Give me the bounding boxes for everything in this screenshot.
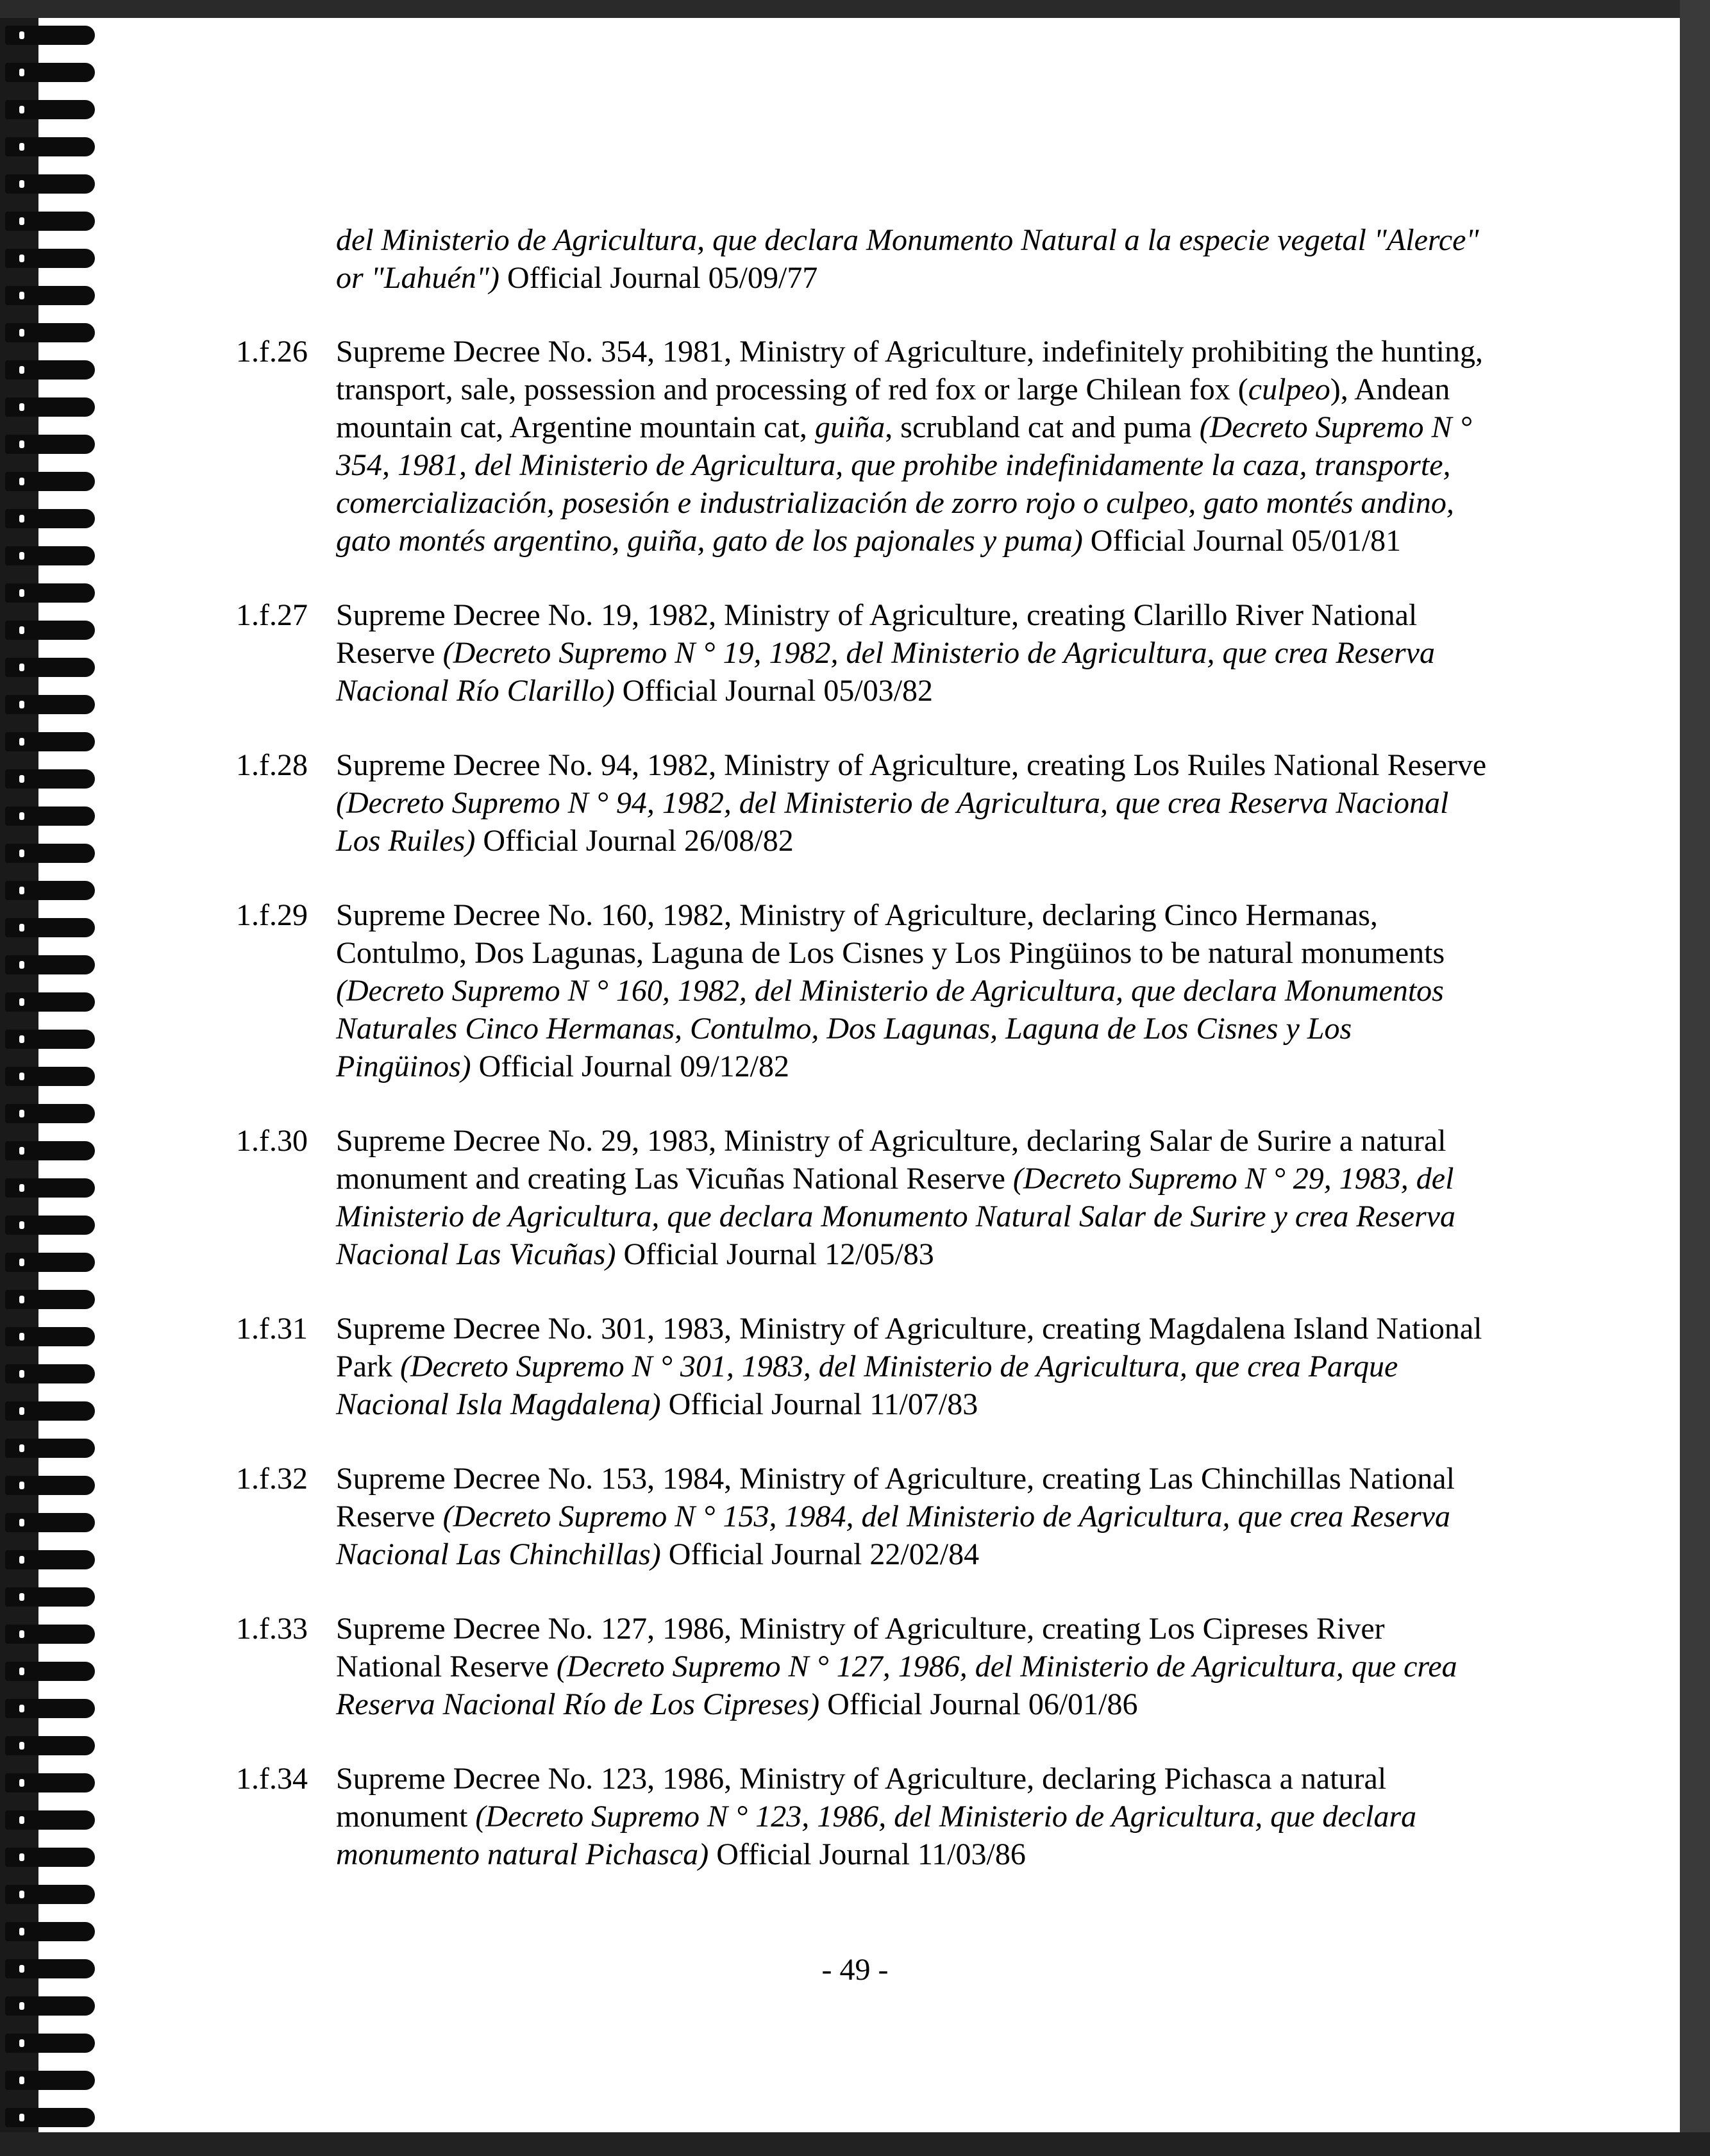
entry-number: 1.f.27: [236, 598, 308, 632]
binding-ring: [5, 1401, 95, 1421]
document-content: [236, 221, 1493, 1910]
entry-1f27: [236, 596, 1493, 710]
binding-ring: [5, 1996, 95, 2016]
entry-text: Supreme Decree No. 29, 1983, Ministry of Agriculture, declaring Salar de Surire a natural monument and creating Las Vicuñas National Reserve: [336, 1124, 1446, 1196]
entry-text-3: , scrubland cat and puma: [885, 410, 1200, 444]
binding-ring: [5, 1178, 95, 1198]
binding-ring: [5, 621, 95, 640]
entry-text: Supreme Decree No. 354, 1981, Ministry of Agriculture, indefinitely prohibiting the hunting, transport, sale, possession and processing of red fox or large Chilean fox (: [336, 335, 1484, 406]
entry-text: Supreme Decree No. 160, 1982, Ministry of Agriculture, declaring Cinco Hermanas, Contulmo, Dos Lagunas, Laguna de Los Cisnes y Los Pingüinos to be natural monuments: [336, 898, 1445, 970]
entry-spanish-title: (Decreto Supremo N ° 123, 1986, del Ministerio de Agricultura, que declara monumento natural Pichasca): [336, 1800, 1417, 1871]
binding-ring: [5, 1364, 95, 1383]
entry-journal: Official Journal 09/12/82: [471, 1049, 790, 1083]
binding-ring: [5, 100, 95, 119]
entry-spanish-title: (Decreto Supremo N ° 29, 1983, del Ministerio de Agricultura, que declara Monumento Natural Salar de Surire y crea Reserva Nacional Las Vicuñas): [336, 1162, 1455, 1271]
entry-journal: Official Journal 11/03/86: [708, 1837, 1026, 1871]
entry-number: 1.f.28: [236, 748, 308, 782]
entry-number: 1.f.31: [236, 1312, 308, 1346]
binding-ring: [5, 2034, 95, 2053]
binding-ring: [5, 769, 95, 789]
entry-1f34: [236, 1760, 1493, 1873]
scan-edge-bottom: [0, 2132, 1710, 2156]
binding-ring: [5, 435, 95, 454]
entry-number: 1.f.34: [236, 1762, 308, 1796]
entry-body: [336, 1460, 1493, 1573]
entry-1f29: [236, 896, 1493, 1085]
binding-ring: [5, 1216, 95, 1235]
entry-1f31: [236, 1310, 1493, 1423]
spiral-binding: [0, 26, 103, 2128]
binding-ring: [5, 844, 95, 863]
binding-ring: [5, 1476, 95, 1495]
entry-text: Supreme Decree No. 123, 1986, Ministry of Agriculture, declaring Pichasca a natural monument: [336, 1762, 1387, 1834]
entry-term-culpeo: culpeo: [1248, 372, 1330, 406]
binding-ring: [5, 806, 95, 826]
entry-1f26: [236, 333, 1493, 560]
entry-spanish-title: (Decreto Supremo N ° 354, 1981, del Ministerio de Agricultura, que prohibe indefinidamente la caza, transporte, comercialización, posesión e industrialización de zorro rojo o culpeo, gato montés andino, gato montés argentino, guiña, gato de los pajonales y puma): [336, 410, 1472, 558]
binding-ring: [5, 212, 95, 231]
entry-journal: Official Journal 12/05/83: [616, 1237, 934, 1271]
entry-1f30: [236, 1122, 1493, 1273]
binding-ring: [5, 1067, 95, 1086]
binding-ring: [5, 658, 95, 677]
binding-ring: [5, 1736, 95, 1755]
entry-number: 1.f.33: [236, 1612, 308, 1646]
entry-spanish-title: (Decreto Supremo N ° 127, 1986, del Ministerio de Agricultura, que crea Reserva Nacional Río de Los Cipreses): [336, 1650, 1457, 1721]
entry-body: [336, 746, 1493, 860]
binding-ring: [5, 695, 95, 714]
binding-ring: [5, 1104, 95, 1123]
binding-ring: [5, 397, 95, 417]
binding-ring: [5, 546, 95, 565]
entry-body: [336, 333, 1493, 560]
entry-term-guina: guiña: [814, 410, 885, 444]
binding-ring: [5, 509, 95, 528]
scan-edge-right: [1680, 0, 1710, 2156]
entry-text-2: ), Andean mountain cat, Argentine mountain cat,: [336, 372, 1450, 444]
binding-ring: [5, 1625, 95, 1644]
binding-ring: [5, 2071, 95, 2090]
binding-ring: [5, 1587, 95, 1607]
entry-number: 1.f.32: [236, 1462, 308, 1496]
intro-italic: del Ministerio de Agricultura, que declara Monumento Natural a la especie vegetal "Alerce" or "Lahuén"): [336, 223, 1479, 295]
entry-spanish-title: (Decreto Supremo N ° 153, 1984, del Ministerio de Agricultura, que crea Reserva Nacional Las Chinchillas): [336, 1500, 1450, 1571]
binding-ring: [5, 26, 95, 45]
binding-ring: [5, 1662, 95, 1681]
entry-spanish-title: (Decreto Supremo N ° 19, 1982, del Ministerio de Agricultura, que crea Reserva Nacional Río Clarillo): [336, 636, 1435, 708]
binding-ring: [5, 918, 95, 937]
binding-ring: [5, 472, 95, 491]
binding-ring: [5, 583, 95, 603]
entry-number: 1.f.29: [236, 898, 308, 932]
entry-journal: Official Journal 05/03/82: [614, 674, 934, 708]
entry-journal: Official Journal 11/07/83: [660, 1387, 978, 1421]
binding-ring: [5, 732, 95, 751]
entry-body: [336, 896, 1493, 1085]
entry-text: Supreme Decree No. 153, 1984, Ministry of Agriculture, creating Las Chinchillas National Reserve: [336, 1462, 1455, 1533]
binding-ring: [5, 955, 95, 974]
entry-spanish-title: (Decreto Supremo N ° 94, 1982, del Ministerio de Agricultura, que crea Reserva Nacional Los Ruiles): [336, 786, 1449, 858]
binding-ring: [5, 323, 95, 342]
binding-ring: [5, 1922, 95, 1941]
page-number: - 49 -: [821, 1953, 889, 1987]
entry-text: Supreme Decree No. 19, 1982, Ministry of Agriculture, creating Clarillo River National Reserve: [336, 598, 1418, 670]
entry-1f32: [236, 1460, 1493, 1573]
binding-ring: [5, 1290, 95, 1309]
entry-body: [336, 1610, 1493, 1723]
entry-1f33: [236, 1610, 1493, 1723]
intro-journal: Official Journal 05/09/77: [499, 261, 818, 295]
binding-ring: [5, 881, 95, 900]
entry-body: [336, 596, 1493, 710]
binding-ring: [5, 1699, 95, 1718]
binding-ring: [5, 137, 95, 156]
entry-number: 1.f.26: [236, 335, 308, 369]
entry-text: Supreme Decree No. 94, 1982, Ministry of Agriculture, creating Los Ruiles National Reserve: [336, 748, 1487, 782]
binding-ring: [5, 1030, 95, 1049]
binding-ring: [5, 360, 95, 380]
binding-ring: [5, 1327, 95, 1346]
entry-body: [336, 1760, 1493, 1873]
binding-ring: [5, 1773, 95, 1792]
binding-ring: [5, 1141, 95, 1160]
entry-spanish-title: (Decreto Supremo N ° 160, 1982, del Ministerio de Agricultura, que declara Monumentos Naturales Cinco Hermanas, Contulmo, Dos Lagunas, Laguna de Los Cisnes y Los Pingüinos): [336, 974, 1444, 1083]
binding-ring: [5, 992, 95, 1012]
entry-journal: Official Journal 06/01/86: [819, 1687, 1138, 1721]
entry-text: Supreme Decree No. 301, 1983, Ministry of Agriculture, creating Magdalena Island National Park: [336, 1312, 1482, 1383]
entry-journal: Official Journal 26/08/82: [475, 824, 794, 858]
continued-entry: [236, 221, 1493, 297]
binding-ring: [5, 249, 95, 268]
entry-body: [336, 1122, 1493, 1273]
binding-ring: [5, 1550, 95, 1569]
binding-ring: [5, 1439, 95, 1458]
binding-ring: [5, 174, 95, 194]
entry-journal: Official Journal 05/01/81: [1082, 524, 1402, 558]
binding-ring: [5, 286, 95, 305]
binding-ring: [5, 1513, 95, 1532]
binding-ring: [5, 1810, 95, 1830]
binding-ring: [5, 1848, 95, 1867]
entry-body: [336, 1310, 1493, 1423]
binding-ring: [5, 1253, 95, 1272]
binding-ring: [5, 63, 95, 82]
entry-number: 1.f.30: [236, 1124, 308, 1158]
entry-journal: Official Journal 22/02/84: [660, 1537, 980, 1571]
binding-ring: [5, 2108, 95, 2127]
scan-edge-top: [0, 0, 1710, 18]
binding-ring: [5, 1885, 95, 1904]
entry-text: Supreme Decree No. 127, 1986, Ministry of Agriculture, creating Los Cipreses River National Reserve: [336, 1612, 1385, 1684]
entry-1f28: [236, 746, 1493, 860]
entry-spanish-title: (Decreto Supremo N ° 301, 1983, del Ministerio de Agricultura, que crea Parque Nacional Isla Magdalena): [336, 1350, 1398, 1421]
